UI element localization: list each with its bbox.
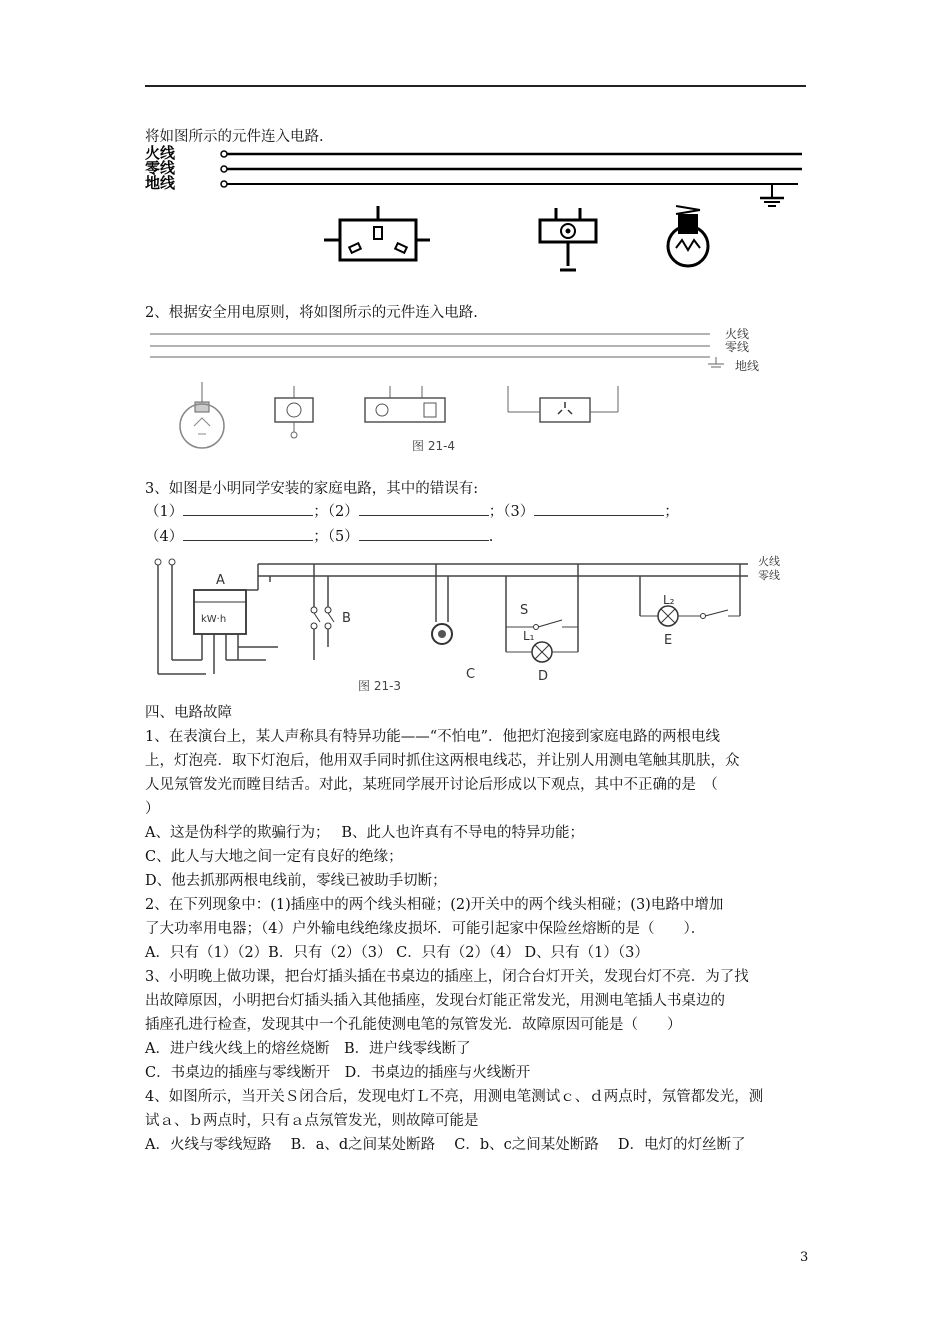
- fig3-live-label: 火线: [758, 555, 780, 568]
- question-3-blanks-row2: （4） ；（5） .: [145, 526, 493, 548]
- figure-1-circuit: [140, 140, 820, 280]
- p1-line-2: 上，灯泡亮．取下灯泡后，他用双手同时抓住这两根电线芯，并让别人用测电笔触其肌肤，众: [145, 753, 740, 769]
- lamp-l2-label: L₂: [663, 593, 675, 607]
- p2-line-2: 了大功率用电器；（4）户外输电线绝缘皮损坏．可能引起家中保险丝熔断的是（ ）．: [145, 921, 706, 937]
- p1-option-d: D、他去抓那两根电线前，零线已被助手切断；: [145, 873, 447, 889]
- fig1-neutral-label: 零线: [145, 159, 176, 177]
- p4-options: A．火线与零线短路 B．a、d之间某处断路 C．b、c之间某处断路 D．电灯的灯丝断了: [145, 1137, 746, 1153]
- p3-options-c-d: C．书桌边的插座与零线断开 D．书桌边的插座与火线断开: [145, 1065, 531, 1081]
- p3-line-2: 出故障原因，小明把台灯插头插入其他插座，发现台灯能正常发光，用测电笔插人书桌边的: [145, 993, 725, 1009]
- socket-with-switch-icon: [365, 386, 445, 422]
- p2-line-1: 2、在下列现象中：(1)插座中的两个线头相碰；(2)开关中的两个线头相碰；(3)电路中增加: [145, 897, 724, 913]
- three-hole-socket-icon: [324, 206, 430, 260]
- header-rule: [145, 85, 806, 87]
- question-3: 3、如图是小明同学安装的家庭电路，其中的错误有:: [145, 481, 479, 497]
- switch-s-label: S: [520, 603, 529, 618]
- page-number: 3: [800, 1250, 809, 1265]
- fig3-caption: 图 21-3: [358, 679, 402, 693]
- p1-option-c: C、此人与大地之间一定有良好的绝缘；: [145, 849, 403, 865]
- bulb-icon: [180, 382, 224, 448]
- lamp-d-label: D: [538, 669, 549, 684]
- p2-options: A．只有（1）（2）B．只有（2）（3） C．只有（2）（4） D、只有（1）（3）: [145, 945, 649, 961]
- fig2-caption: 图 21-4: [412, 439, 456, 453]
- fig1-ground-label: 地线: [145, 174, 176, 192]
- three-hole-socket-icon: [508, 386, 618, 422]
- fig3-neutral-label: 零线: [758, 569, 780, 582]
- intro-line: 将如图所示的元件连入电路.: [145, 129, 324, 145]
- socket-c-label: C: [466, 667, 476, 682]
- fig2-ground-label: 地线: [735, 359, 760, 373]
- p4-line-1: 4、如图所示，当开关Ｓ闭合后，发现电灯Ｌ不亮，用测电笔测试ｃ、ｄ两点时，氖管都发光，测: [145, 1089, 764, 1105]
- meter-unit: kW·h: [201, 614, 227, 625]
- switch-icon: [275, 386, 313, 438]
- question-3-blanks-row1: （1） ；（2） ；（3） ；: [145, 501, 679, 523]
- lamp-l1-label: L₁: [523, 629, 535, 643]
- figure-2-circuit: [150, 322, 790, 462]
- p1-line-3: 人见氖管发光而瞠目结舌。对此，某班同学展开讨论后形成以下观点，其中不正确的是 （: [145, 777, 718, 793]
- lamp-e-label: E: [664, 633, 673, 648]
- p1-line-1: 1、在表演台上，某人声称具有特异功能——“不怕电”．他把灯泡接到家庭电路的两根电线: [145, 729, 721, 745]
- figure-3-household-circuit: [148, 552, 808, 700]
- section-4-title: 四、电路故障: [145, 705, 232, 721]
- switch-icon: [540, 208, 596, 270]
- fig2-neutral-label: 零线: [725, 340, 750, 354]
- fig1-live-label: 火线: [145, 144, 176, 162]
- p3-options-a-b: A．进户线火线上的熔丝烧断 B．进户线零线断了: [145, 1041, 471, 1057]
- p4-line-2: 试ａ、ｂ两点时，只有ａ点氖管发光，则故障可能是: [145, 1113, 479, 1129]
- p1-line-4: ）: [145, 801, 160, 817]
- p3-line-3: 插座孔进行检查，发现其中一个孔能使测电笔的氖管发光．故障原因可能是（ ）: [145, 1017, 682, 1033]
- p1-option-a-b: A、这是伪科学的欺骗行为； B、此人也许真有不导电的特异功能；: [145, 825, 584, 841]
- fig2-live-label: 火线: [725, 327, 750, 341]
- p3-line-1: 3、小明晚上做功课，把台灯插头插在书桌边的插座上，闭合台灯开关，发现台灯不亮．为了找: [145, 969, 749, 985]
- switch-b-label: B: [342, 611, 351, 626]
- lamp-icon: [668, 206, 708, 266]
- question-2: 2、根据安全用电原则，将如图所示的元件连入电路.: [145, 305, 478, 321]
- meter-label: A: [216, 573, 225, 588]
